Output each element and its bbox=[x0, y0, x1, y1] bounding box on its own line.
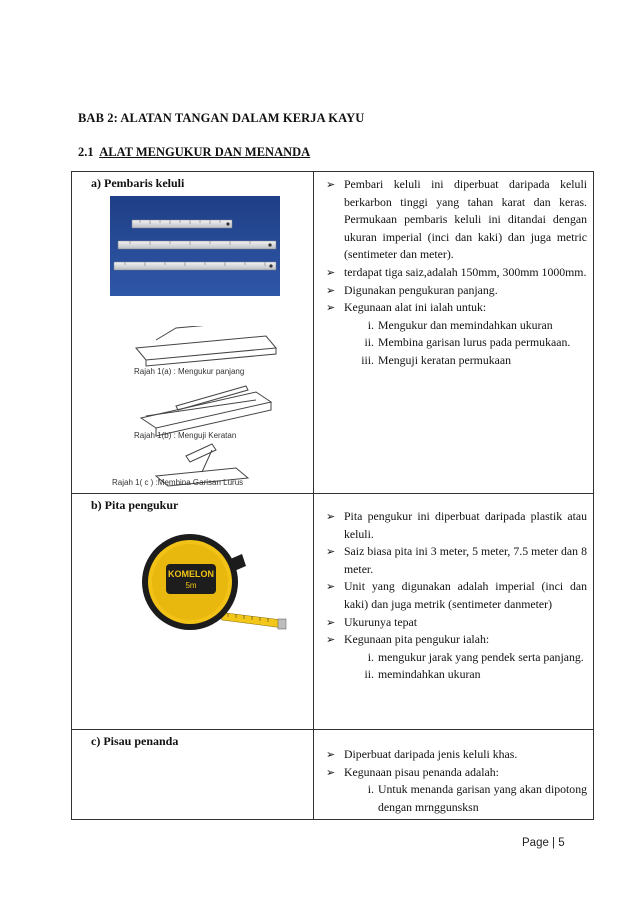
section-name: ALAT MENGUKUR DAN MENANDA bbox=[99, 145, 311, 159]
arrow-bullet-icon: ➢ bbox=[326, 580, 336, 594]
arrow-bullet-icon: ➢ bbox=[326, 765, 336, 779]
column-divider bbox=[313, 730, 314, 819]
measuring-tape-photo bbox=[132, 520, 292, 645]
table-row bbox=[72, 730, 593, 819]
steel-ruler-photo bbox=[110, 196, 280, 296]
arrow-bullet-icon: ➢ bbox=[326, 545, 336, 559]
knife-description bbox=[322, 746, 587, 816]
arrow-bullet-icon: ➢ bbox=[326, 301, 336, 315]
list-item: ➢ Kegunaan alat ini ialah untuk: bbox=[322, 299, 587, 317]
arrow-bullet-icon: ➢ bbox=[326, 178, 336, 191]
figure-caption: Rajah 1(b) : Menguji Keratan bbox=[134, 431, 237, 440]
arrow-bullet-icon: ➢ bbox=[326, 265, 336, 279]
table-row bbox=[72, 172, 593, 494]
figure-caption: Rajah 1( c ) :Membina Garisan Lurus bbox=[112, 478, 244, 487]
ruler-description bbox=[322, 176, 587, 370]
list-item: ➢ Pembari keluli ini diperbuat daripada keluli berkarbon tinggi yang tahan karat dan keras. Permukaan pembaris keluli ini ditandai dengan ukuran imperial (inci dan kaki) dan juga metric (sentimeter dan meter). bbox=[326, 177, 587, 262]
arrow-bullet-icon: ➢ bbox=[326, 633, 336, 647]
row-label: b) Pita pengukur bbox=[91, 498, 179, 512]
list-item: ➢ Diperbuat daripada jenis keluli khas. bbox=[322, 746, 587, 764]
list-item: ➢ Ukurunya tepat bbox=[322, 614, 587, 632]
sub-item: ii. memindahkan ukuran bbox=[364, 667, 481, 682]
sub-item: i. mengukur jarak yang pendek serta panjang. bbox=[367, 649, 584, 664]
column-divider bbox=[313, 494, 314, 729]
column-divider bbox=[313, 172, 314, 493]
row-label: a) Pembaris keluli bbox=[91, 176, 185, 190]
list-item: ➢ Pita pengukur ini diperbuat daripada plastik atau keluli. bbox=[326, 509, 587, 541]
figure-caption: Rajah 1(a) : Mengukur panjang bbox=[134, 367, 245, 376]
chapter-title: BAB 2: ALATAN TANGAN DALAM KERJA KAYU bbox=[78, 111, 365, 125]
page-number: Page | 5 bbox=[522, 837, 565, 849]
sub-item: i. Untuk menanda garisan yang akan dipotong dengan mrnggunsksn bbox=[367, 782, 587, 814]
list-item: ➢ Saiz biasa pita ini 3 meter, 5 meter, 7.5 meter dan 8 meter. bbox=[326, 544, 587, 576]
ruler-usage-diagram bbox=[116, 326, 286, 492]
sub-item: iii. Menguji keratan permukaan bbox=[361, 352, 511, 367]
tools-table bbox=[71, 171, 594, 820]
arrow-bullet-icon: ➢ bbox=[326, 510, 336, 523]
list-item: ➢ Kegunaan pisau penanda adalah: bbox=[322, 764, 587, 782]
tape-brand-label: KOMELON bbox=[168, 569, 214, 579]
arrow-bullet-icon: ➢ bbox=[326, 283, 336, 297]
sub-item: i. Mengukur dan memindahkan ukuran bbox=[367, 317, 553, 332]
section-number: 2.1 bbox=[78, 145, 94, 159]
list-item: ➢ Unit yang digunakan adalah imperial (inci dan kaki) dan juga metrik (sentimeter danmeter) bbox=[326, 579, 587, 611]
row-label: c) Pisau penanda bbox=[91, 734, 179, 748]
table-row bbox=[72, 494, 593, 730]
list-item: ➢ Digunakan pengukuran panjang. bbox=[322, 282, 587, 300]
list-item: ➢ terdapat tiga saiz,adalah 150mm, 300mm 1000mm. bbox=[322, 264, 587, 282]
arrow-bullet-icon: ➢ bbox=[326, 615, 336, 629]
tape-description bbox=[322, 508, 587, 684]
section-title bbox=[78, 145, 310, 160]
arrow-bullet-icon: ➢ bbox=[326, 748, 336, 761]
sub-item: ii. Membina garisan lurus pada permukaan. bbox=[364, 335, 571, 350]
tape-size-label: 5m bbox=[185, 581, 197, 590]
list-item: ➢ Kegunaan pita pengukur ialah: bbox=[322, 631, 587, 649]
